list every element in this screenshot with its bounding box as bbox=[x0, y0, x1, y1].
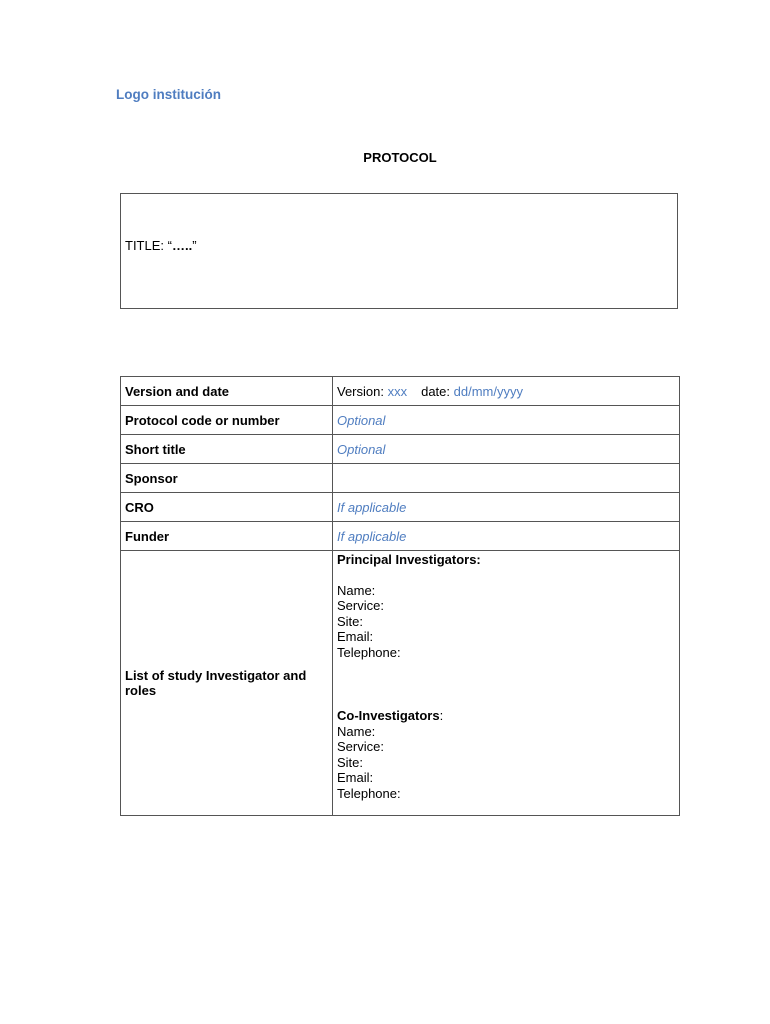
principal-service-field: Service: bbox=[337, 598, 384, 613]
short-title-label: Short title bbox=[121, 435, 333, 464]
cro-value: If applicable bbox=[333, 493, 680, 522]
co-name-field: Name: bbox=[337, 723, 376, 739]
principal-investigators-heading: Principal Investigators: bbox=[337, 552, 481, 567]
investigators-cell bbox=[333, 551, 680, 816]
table-row-sponsor bbox=[121, 464, 680, 493]
title-prefix: TITLE: “ bbox=[125, 238, 172, 253]
sponsor-label: Sponsor bbox=[121, 464, 333, 493]
funder-value: If applicable bbox=[333, 522, 680, 551]
title-placeholder: ….. bbox=[171, 238, 193, 253]
principal-telephone-field: Telephone: bbox=[337, 644, 401, 660]
document-title: PROTOCOL bbox=[363, 150, 437, 165]
table-row-version bbox=[121, 377, 680, 406]
table-row-investigators bbox=[121, 551, 680, 816]
co-service-field: Service: bbox=[337, 739, 384, 754]
table-row-funder bbox=[121, 522, 680, 551]
table-row-cro bbox=[121, 493, 680, 522]
funder-label: Funder bbox=[121, 522, 333, 551]
date-value: dd/mm/yyyy bbox=[453, 383, 523, 399]
sponsor-value bbox=[333, 464, 680, 493]
co-investigators-heading bbox=[337, 708, 675, 724]
title-box bbox=[120, 193, 678, 309]
co-email-field: Email: bbox=[337, 770, 374, 785]
version-label: Version and date bbox=[121, 377, 333, 406]
table-row-protocol-code bbox=[121, 406, 680, 435]
protocol-title-line bbox=[125, 238, 197, 253]
table-row-short-title bbox=[121, 435, 680, 464]
co-investigators-heading-text: Co-Investigators bbox=[337, 708, 440, 723]
co-investigators-colon: : bbox=[439, 708, 444, 723]
version-value: xxx bbox=[387, 383, 408, 399]
version-prefix: Version: bbox=[337, 383, 388, 399]
version-value-cell bbox=[333, 377, 680, 406]
principal-site-field: Site: bbox=[337, 613, 364, 629]
protocol-code-label: Protocol code or number bbox=[121, 406, 333, 435]
date-prefix: date: bbox=[421, 383, 454, 399]
cro-label: CRO bbox=[121, 493, 333, 522]
co-site-field: Site: bbox=[337, 754, 364, 770]
principal-email-field: Email: bbox=[337, 629, 374, 644]
short-title-value: Optional bbox=[333, 435, 680, 464]
protocol-code-value: Optional bbox=[333, 406, 680, 435]
co-telephone-field: Telephone: bbox=[337, 785, 401, 801]
protocol-info-table bbox=[120, 376, 680, 816]
principal-name-field: Name: bbox=[337, 582, 376, 598]
title-suffix: ” bbox=[192, 238, 197, 253]
investigators-label: List of study Investigator and roles bbox=[121, 551, 333, 816]
institution-logo-placeholder: Logo institución bbox=[116, 87, 221, 102]
